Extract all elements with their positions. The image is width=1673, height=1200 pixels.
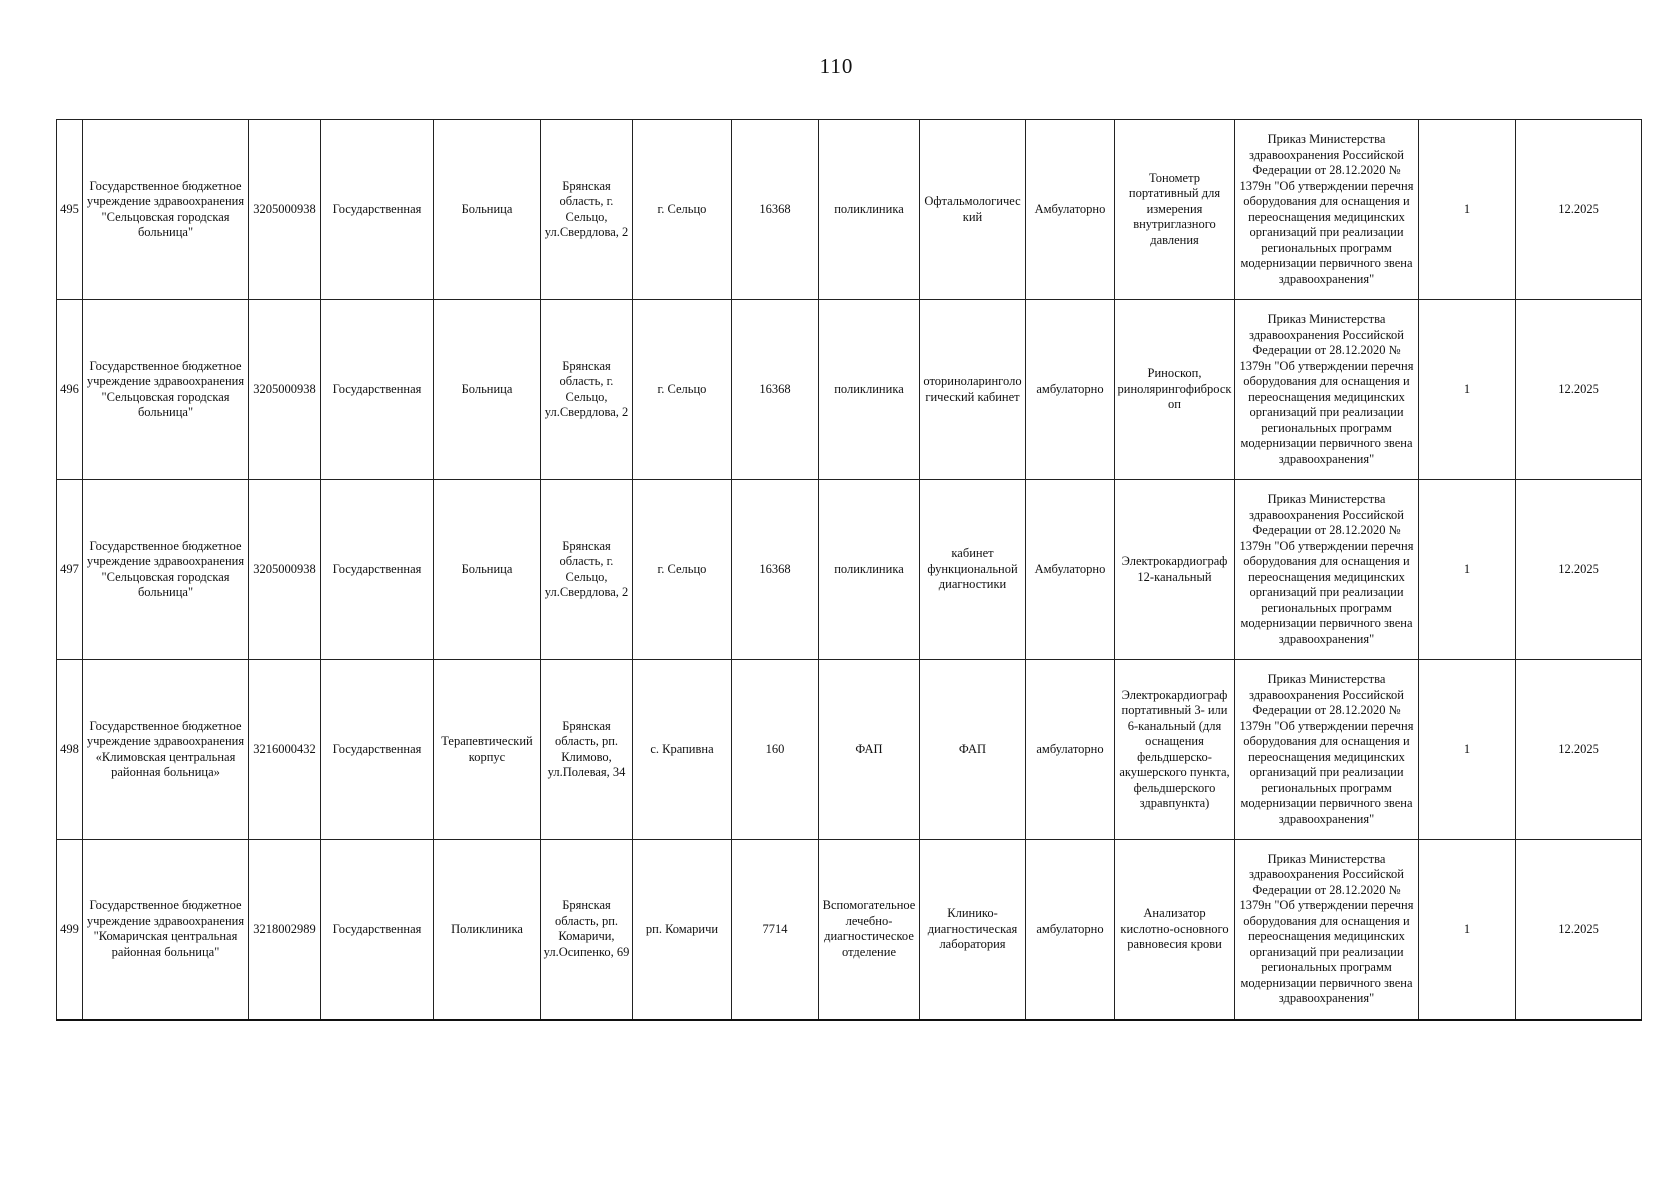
quantity: 1 [1419,840,1516,1020]
table-row [57,840,1642,1020]
table-row [57,120,1642,300]
unit: поликлиника [819,300,920,480]
population: 16368 [732,300,819,480]
order-reference: Приказ Министерства здравоохранения Российской Федерации от 28.12.2020 № 1379н "Об утверждении перечня оборудования для оснащения и переоснащения медицинских организаций при реализации региональных программ модернизации первичного звена здравоохранения" [1235,660,1419,840]
equipment-table [56,119,1642,1021]
quantity: 1 [1419,480,1516,660]
inn-code: 3218002989 [249,840,321,1020]
ownership-form: Государственная [321,660,434,840]
delivery-date: 12.2025 [1516,840,1642,1020]
facility-address: Брянская область, г. Сельцо, ул.Свердлова, 2 [541,480,633,660]
order-reference: Приказ Министерства здравоохранения Российской Федерации от 28.12.2020 № 1379н "Об утверждении перечня оборудования для оснащения и переоснащения медицинских организаций при реализации региональных программ модернизации первичного звена здравоохранения" [1235,120,1419,300]
organization-name: Государственное бюджетное учреждение здравоохранения "Комаричская центральная районная больница" [83,840,249,1020]
equipment-name: Электрокардиограф 12-канальный [1115,480,1235,660]
facility-type: Терапевтический корпус [434,660,541,840]
equipment-name: Анализатор кислотно-основного равновесия крови [1115,840,1235,1020]
row-number: 496 [57,300,83,480]
department: кабинет функциональной диагностики [920,480,1026,660]
table-row [57,300,1642,480]
facility-address: Брянская область, г. Сельцо, ул.Свердлова, 2 [541,300,633,480]
care-mode: Амбулаторно [1026,480,1115,660]
population: 160 [732,660,819,840]
row-number: 495 [57,120,83,300]
population: 16368 [732,480,819,660]
order-reference: Приказ Министерства здравоохранения Российской Федерации от 28.12.2020 № 1379н "Об утверждении перечня оборудования для оснащения и переоснащения медицинских организаций при реализации региональных программ модернизации первичного звена здравоохранения" [1235,840,1419,1020]
facility-type: Больница [434,120,541,300]
row-number: 497 [57,480,83,660]
locality: рп. Комаричи [633,840,732,1020]
organization-name: Государственное бюджетное учреждение здравоохранения "Сельцовская городская больница" [83,120,249,300]
ownership-form: Государственная [321,480,434,660]
order-reference: Приказ Министерства здравоохранения Российской Федерации от 28.12.2020 № 1379н "Об утверждении перечня оборудования для оснащения и переоснащения медицинских организаций при реализации региональных программ модернизации первичного звена здравоохранения" [1235,480,1419,660]
quantity: 1 [1419,300,1516,480]
page-number: 110 [819,54,854,78]
equipment-name: Электрокардиограф портативный 3- или 6-канальный (для оснащения фельдшерско-акушерского пункта, фельдшерского здравпункта) [1115,660,1235,840]
facility-type: Больница [434,300,541,480]
row-number: 498 [57,660,83,840]
quantity: 1 [1419,120,1516,300]
locality: г. Сельцо [633,480,732,660]
population: 16368 [732,120,819,300]
organization-name: Государственное бюджетное учреждение здравоохранения "Сельцовская городская больница" [83,480,249,660]
unit: Вспомогательное лечебно-диагностическое отделение [819,840,920,1020]
population: 7714 [732,840,819,1020]
department: Клинико-диагностическая лаборатория [920,840,1026,1020]
care-mode: амбулаторно [1026,300,1115,480]
department: Офтальмологический [920,120,1026,300]
facility-address: Брянская область, рп. Климово, ул.Полевая, 34 [541,660,633,840]
table-row [57,480,1642,660]
department: оториноларингологический кабинет [920,300,1026,480]
facility-type: Поликлиника [434,840,541,1020]
organization-name: Государственное бюджетное учреждение здравоохранения «Климовская центральная районная больница» [83,660,249,840]
inn-code: 3205000938 [249,120,321,300]
locality: г. Сельцо [633,300,732,480]
department: ФАП [920,660,1026,840]
locality: г. Сельцо [633,120,732,300]
ownership-form: Государственная [321,840,434,1020]
facility-address: Брянская область, рп. Комаричи, ул.Осипенко, 69 [541,840,633,1020]
row-number: 499 [57,840,83,1020]
delivery-date: 12.2025 [1516,120,1642,300]
inn-code: 3205000938 [249,300,321,480]
order-reference: Приказ Министерства здравоохранения Российской Федерации от 28.12.2020 № 1379н "Об утверждении перечня оборудования для оснащения и переоснащения медицинских организаций при реализации региональных программ модернизации первичного звена здравоохранения" [1235,300,1419,480]
table-row [57,660,1642,840]
delivery-date: 12.2025 [1516,480,1642,660]
quantity: 1 [1419,660,1516,840]
ownership-form: Государственная [321,120,434,300]
care-mode: амбулаторно [1026,840,1115,1020]
organization-name: Государственное бюджетное учреждение здравоохранения "Сельцовская городская больница" [83,300,249,480]
unit: поликлиника [819,120,920,300]
care-mode: Амбулаторно [1026,120,1115,300]
locality: с. Крапивна [633,660,732,840]
facility-address: Брянская область, г. Сельцо, ул.Свердлова, 2 [541,120,633,300]
unit: ФАП [819,660,920,840]
inn-code: 3205000938 [249,480,321,660]
delivery-date: 12.2025 [1516,300,1642,480]
care-mode: амбулаторно [1026,660,1115,840]
unit: поликлиника [819,480,920,660]
equipment-name: Тонометр портативный для измерения внутриглазного давления [1115,120,1235,300]
ownership-form: Государственная [321,300,434,480]
equipment-name: Риноскоп, ринолярингофиброскоп [1115,300,1235,480]
facility-type: Больница [434,480,541,660]
delivery-date: 12.2025 [1516,660,1642,840]
inn-code: 3216000432 [249,660,321,840]
